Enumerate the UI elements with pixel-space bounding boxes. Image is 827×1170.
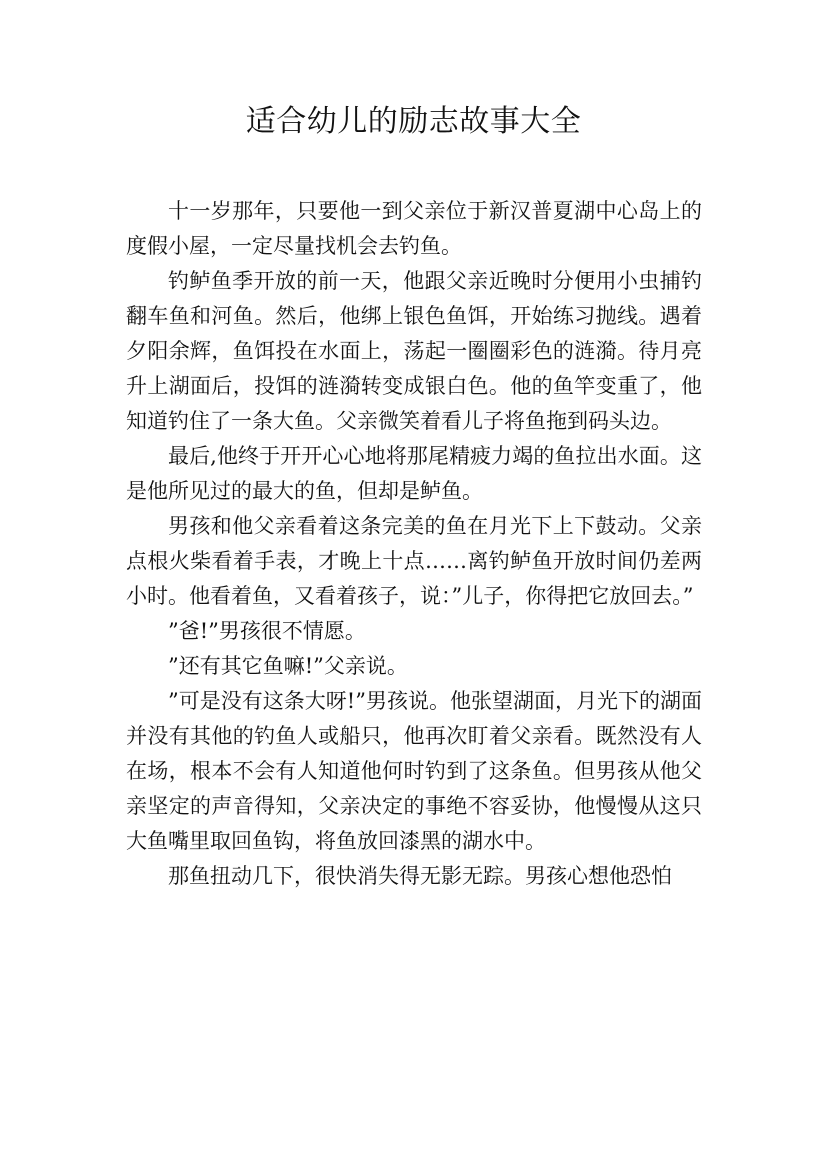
paragraph: 十一岁那年，只要他一到父亲位于新汉普夏湖中心岛上的度假小屋，一定尽量找机会去钓鱼。 — [126, 199, 702, 258]
paragraph: 最后,他终于开开心心地将那尾精疲力竭的鱼拉出水面。这是他所见过的最大的鱼，但却是鲈鱼。 — [126, 444, 702, 503]
document-body — [126, 194, 702, 894]
paragraph: 男孩和他父亲看着这条完美的鱼在月光下上下鼓动。父亲点根火柴看着手表，才晚上十点……离钓鲈鱼开放时间仍差两小时。他看着鱼，又看着孩子，说：”儿子，你得把它放回去。” — [126, 514, 702, 608]
paragraph: ”可是没有这条大呀!”男孩说。他张望湖面，月光下的湖面并没有其他的钓鱼人或船只，他再次盯着父亲看。既然没有人在场，根本不会有人知道他何时钓到了这条鱼。但男孩从他父亲坚定的声音得知，父亲决定的事绝不容妥协，他慢慢从这只大鱼嘴里取回鱼钩，将鱼放回漆黑的湖水中。 — [126, 689, 702, 853]
paragraph: ”爸!”男孩很不情愿。 — [168, 619, 366, 643]
paragraph: 那鱼扭动几下，很快消失得无影无踪。男孩心想他恐怕 — [168, 864, 672, 888]
paragraph: ”还有其它鱼嘛!”父亲说。 — [168, 654, 408, 678]
document-title: 适合幼儿的励志故事大全 — [245, 104, 582, 139]
paragraph: 钓鲈鱼季开放的前一天，他跟父亲近晚时分便用小虫捕钓翻车鱼和河鱼。然后，他绑上银色鱼饵，开始练习抛线。遇着夕阳余辉，鱼饵投在水面上，荡起一圈圈彩色的涟漪。待月亮升上湖面后，投饵的涟漪转变成银白色。他的鱼竿变重了，他知道钓住了一条大鱼。父亲微笑着看儿子将鱼拖到码头边。 — [126, 269, 702, 433]
